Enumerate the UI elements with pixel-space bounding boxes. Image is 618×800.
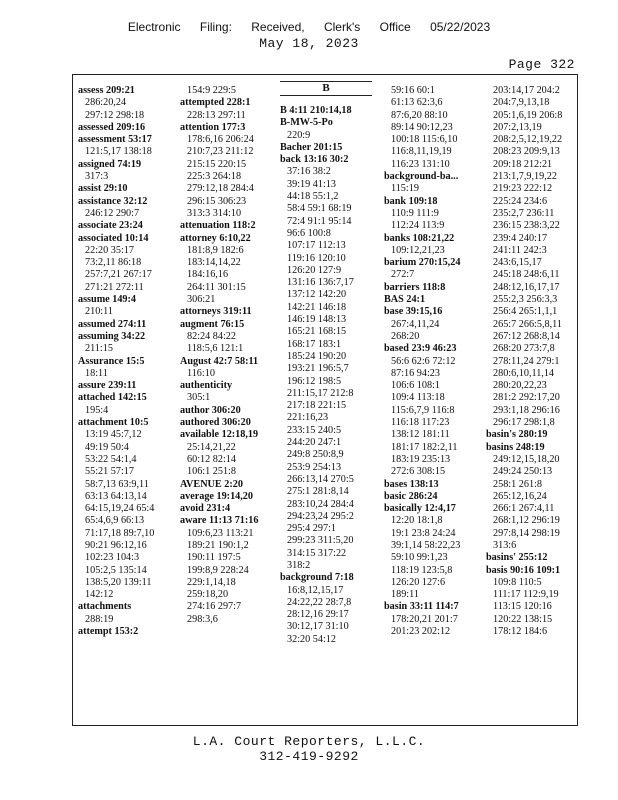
index-term: based 23:9 46:23 xyxy=(384,343,457,355)
index-line: 142:12 xyxy=(85,589,114,601)
index-line: 203:14,17 204:2 xyxy=(493,85,560,96)
index-line: 105:2,5 135:14 xyxy=(85,564,147,576)
index-line: 249:8 250:8,9 xyxy=(287,449,344,461)
index-line: 205:1,6,19 206:8 xyxy=(493,109,563,121)
index-line: 189:21 190:1,2 xyxy=(187,539,249,551)
index-line: 18:11 xyxy=(85,367,108,379)
index-column-3 xyxy=(280,105,376,646)
index-line: 248:12,16,17,17 xyxy=(493,281,560,293)
index-line: 25:14,21,22 xyxy=(187,441,236,453)
index-term: assigned 74:19 xyxy=(78,158,142,170)
index-line: 208:23 209:9,13 xyxy=(493,146,560,158)
index-column-2 xyxy=(180,85,276,626)
index-line: 82:24 84:22 xyxy=(187,330,236,342)
index-line: 208:2,5,12,19,22 xyxy=(493,134,563,146)
index-line: 112:24 113:9 xyxy=(391,220,445,232)
index-line: 268:20 xyxy=(391,330,420,342)
index-line: 288:19 xyxy=(85,613,114,625)
index-line: 297:12 298:18 xyxy=(85,109,145,121)
index-line: 236:15 238:3,22 xyxy=(493,220,560,232)
index-line: 281:2 292:17,20 xyxy=(493,392,560,404)
index-term: available 12:18,19 xyxy=(180,429,259,441)
footer-reporter: L.A. Court Reporters, L.L.C. xyxy=(192,734,426,749)
index-line: 313:3 314:10 xyxy=(187,207,242,219)
index-term: August 42:7 58:11 xyxy=(180,355,259,367)
index-line: 116:10 xyxy=(187,367,215,379)
index-term: bank 109:18 xyxy=(384,195,438,207)
index-line: 268:1,12 296:19 xyxy=(493,515,560,527)
index-line: 305:1 xyxy=(187,392,211,404)
index-line: 106:6 108:1 xyxy=(391,380,440,392)
index-line: 154:9 229:5 xyxy=(187,85,236,96)
index-term: associated 10:14 xyxy=(78,232,149,244)
index-line: 131:16 136:7,17 xyxy=(287,277,354,289)
index-term: assumed 274:11 xyxy=(78,318,147,330)
index-line: 118:19 123:5,8 xyxy=(391,564,453,576)
index-line: 56:6 62:6 72:12 xyxy=(391,355,456,367)
filing-stamp-part: Office xyxy=(379,20,411,34)
index-line: 220:9 xyxy=(287,129,311,141)
index-line: 258:1 261:8 xyxy=(493,478,542,490)
index-term: average 19:14,20 xyxy=(180,490,253,502)
index-line: 72:4 91:1 95:14 xyxy=(287,215,352,227)
index-term: basically 12:4,17 xyxy=(384,503,456,515)
index-line: 318:2 xyxy=(287,559,311,571)
index-line: 16:8,12,15,17 xyxy=(287,584,344,596)
index-line: 294:23,24 295:2 xyxy=(287,510,354,522)
index-term: aware 11:13 71:16 xyxy=(180,515,259,527)
index-term: background 7:18 xyxy=(280,572,354,584)
index-line: 87:6,20 88:10 xyxy=(391,109,448,121)
index-line: 58:7,13 63:9,11 xyxy=(85,478,149,490)
index-page-frame xyxy=(72,74,578,726)
index-term: attempted 228:1 xyxy=(180,97,251,109)
index-line: 243:6,15,17 xyxy=(493,257,542,269)
index-term: background-ba... xyxy=(384,171,459,183)
index-line: 183:19 235:13 xyxy=(391,453,451,465)
index-line: 195:4 xyxy=(85,404,109,416)
index-line: 24:22,22 28:7,8 xyxy=(287,596,352,608)
index-line: 233:15 240:5 xyxy=(287,424,342,436)
index-line: 109:6,23 113:21 xyxy=(187,527,254,539)
index-line: 44:18 55:1,2 xyxy=(287,191,339,203)
footer-phone: 312-419-9292 xyxy=(259,749,359,764)
index-line: 65:4,6,9 66:13 xyxy=(85,515,145,527)
index-line: 256:4 265:1,1,1 xyxy=(493,306,558,318)
index-line: 314:15 317:22 xyxy=(287,547,347,559)
index-term: B 4:11 210:14,18 xyxy=(280,105,352,116)
divider xyxy=(280,95,372,96)
index-line: 116:23 131:10 xyxy=(391,158,450,170)
index-line: 115:6,7,9 116:8 xyxy=(391,404,455,416)
index-line: 219:23 222:12 xyxy=(493,183,553,195)
index-line: 266:13,14 270:5 xyxy=(287,473,354,485)
index-line: 267:4,11,24 xyxy=(391,318,440,330)
index-line: 73:2,11 86:18 xyxy=(85,257,142,269)
index-term: author 306:20 xyxy=(180,404,241,416)
index-line: 115:19 xyxy=(391,183,419,195)
index-line: 264:11 301:15 xyxy=(187,281,246,293)
index-line: 178:12 184:6 xyxy=(493,626,548,638)
index-line: 61:13 62:3,6 xyxy=(391,97,443,109)
index-line: 279:12,18 284:4 xyxy=(187,183,254,195)
index-line: 229:1,14,18 xyxy=(187,576,236,588)
section-heading xyxy=(280,81,372,96)
index-line: 119:16 120:10 xyxy=(287,252,346,264)
index-line: 245:18 248:6,11 xyxy=(493,269,560,281)
index-line: 207:2,13,19 xyxy=(493,121,542,133)
index-term: assume 149:4 xyxy=(78,294,137,306)
index-term: authenticity xyxy=(180,380,233,392)
index-term: B-MW-5-Po xyxy=(280,117,333,129)
index-term: avoid 231:4 xyxy=(180,503,231,515)
filing-stamp xyxy=(0,20,618,34)
index-line: 241:11 242:3 xyxy=(493,244,547,256)
index-line: 53:22 54:1,4 xyxy=(85,453,137,465)
index-line: 280:20,22,23 xyxy=(493,380,547,392)
filing-stamp-part: Filing: xyxy=(199,20,232,34)
index-term: basin 33:11 114:7 xyxy=(384,601,459,613)
index-term: AVENUE 2:20 xyxy=(180,478,243,490)
index-line: 146:19 148:13 xyxy=(287,314,347,326)
index-line: 272:7 xyxy=(391,269,415,281)
index-line: 19:1 23:8 24:24 xyxy=(391,527,456,539)
index-term: attachments xyxy=(78,601,132,613)
index-line: 113:15 120:16 xyxy=(493,601,552,613)
index-line: 137:12 142:20 xyxy=(287,289,347,301)
index-line: 64:15,19,24 65:4 xyxy=(85,503,155,515)
index-line: 265:12,16,24 xyxy=(493,490,547,502)
index-line: 267:12 268:8,14 xyxy=(493,330,560,342)
index-line: 306:21 xyxy=(187,294,216,306)
index-term: attachment 10:5 xyxy=(78,417,149,429)
index-line: 249:24 250:13 xyxy=(493,466,553,478)
index-term: attenuation 118:2 xyxy=(180,220,256,232)
index-line: 185:24 190:20 xyxy=(287,350,347,362)
index-line: 138:5,20 139:11 xyxy=(85,576,152,588)
index-line: 32:20 54:12 xyxy=(287,633,336,645)
index-line: 142:21 146:18 xyxy=(287,301,347,313)
index-line: 201:23 202:12 xyxy=(391,626,451,638)
index-line: 217:18 221:15 xyxy=(287,400,347,412)
index-line: 274:16 297:7 xyxy=(187,601,242,613)
index-line: 296:15 306:23 xyxy=(187,195,247,207)
index-line: 58:4 59:1 68:19 xyxy=(287,203,352,215)
index-line: 121:5,17 138:18 xyxy=(85,146,152,158)
index-line: 221:16,23 xyxy=(287,412,329,424)
document-date: May 18, 2023 xyxy=(259,36,359,51)
index-line: 30:12,17 31:10 xyxy=(287,621,349,633)
index-term: attempt 153:2 xyxy=(78,626,139,638)
index-line: 295:4 297:1 xyxy=(287,523,336,535)
index-line: 106:1 251:8 xyxy=(187,466,236,478)
index-term: barium 270:15,24 xyxy=(384,257,461,269)
index-line: 111:17 112:9,19 xyxy=(493,589,559,601)
index-term: assess 209:21 xyxy=(78,85,135,96)
index-line: 278:11,24 279:1 xyxy=(493,355,560,367)
index-line: 181:17 182:2,11 xyxy=(391,441,458,453)
index-line: 55:21 57:17 xyxy=(85,466,134,478)
index-term: attorneys 319:11 xyxy=(180,306,252,318)
index-line: 249:12,15,18,20 xyxy=(493,453,560,465)
index-line: 257:7,21 267:17 xyxy=(85,269,152,281)
index-line: 138:12 181:11 xyxy=(391,429,450,441)
index-line: 102:23 104:3 xyxy=(85,552,140,564)
index-term: attention 177:3 xyxy=(180,121,246,133)
page-number: Page 322 xyxy=(508,57,575,72)
index-line: 22:20 35:17 xyxy=(85,244,134,256)
index-line: 28:12,16 29:17 xyxy=(287,609,349,621)
index-line: 13:19 45:7,12 xyxy=(85,429,142,441)
index-line: 235:2,7 236:11 xyxy=(493,207,555,219)
index-line: 193:21 196:5,7 xyxy=(287,363,349,375)
index-line: 265:7 266:5,8,11 xyxy=(493,318,562,330)
index-line: 268:20 273:7,8 xyxy=(493,343,555,355)
index-line: 96:6 100:8 xyxy=(287,227,331,239)
index-line: 37:16 38:2 xyxy=(287,166,331,178)
index-term: banks 108:21,22 xyxy=(384,232,455,244)
index-line: 204:7,9,13,18 xyxy=(493,97,550,109)
index-line: 189:11 xyxy=(391,589,419,601)
index-term: Bacher 201:15 xyxy=(280,141,343,153)
index-term: authored 306:20 xyxy=(180,417,251,429)
index-line: 196:12 198:5 xyxy=(287,375,342,387)
index-term: Assurance 15:5 xyxy=(78,355,145,367)
index-line: 275:1 281:8,14 xyxy=(287,486,349,498)
index-line: 116:8,11,19,19 xyxy=(391,146,452,158)
index-term: basin's 280:19 xyxy=(486,429,548,441)
index-term: augment 76:15 xyxy=(180,318,245,330)
index-term: attached 142:15 xyxy=(78,392,147,404)
index-line: 118:5,6 121:1 xyxy=(187,343,244,355)
index-line: 110:9 111:9 xyxy=(391,207,439,219)
index-line: 293:1,18 296:16 xyxy=(493,404,560,416)
index-line: 109:4 113:18 xyxy=(391,392,445,404)
index-line: 239:4 240:17 xyxy=(493,232,548,244)
index-line: 298:3,6 xyxy=(187,613,218,625)
index-line: 213:1,7,9,19,22 xyxy=(493,171,557,183)
index-line: 211:15 xyxy=(85,343,113,355)
index-line: 210:7,23 211:12 xyxy=(187,146,254,158)
index-line: 296:17 298:1,8 xyxy=(493,417,555,429)
index-term: assistance 32:12 xyxy=(78,195,148,207)
index-line: 317:3 xyxy=(85,171,109,183)
index-term: assessment 53:17 xyxy=(78,134,152,146)
index-line: 211:15,17 212:8 xyxy=(287,387,354,399)
index-column-4 xyxy=(384,85,480,638)
index-term: basins' 255:12 xyxy=(486,552,548,564)
index-line: 190:11 197:5 xyxy=(187,552,241,564)
index-term: basis 90:16 109:1 xyxy=(486,564,561,576)
index-line: 87:16 94:23 xyxy=(391,367,440,379)
index-line: 209:18 212:21 xyxy=(493,158,553,170)
index-line: 107:17 112:13 xyxy=(287,240,346,252)
index-term: attorney 6:10,22 xyxy=(180,232,251,244)
index-line: 297:8,14 298:19 xyxy=(493,527,560,539)
filing-stamp-part: Received, xyxy=(251,20,305,34)
index-line: 225:24 234:6 xyxy=(493,195,548,207)
index-line: 215:15 220:15 xyxy=(187,158,247,170)
index-line: 71:17,18 89:7,10 xyxy=(85,527,155,539)
index-line: 89:14 90:12,23 xyxy=(391,121,453,133)
index-line: 116:18 117:23 xyxy=(391,417,450,429)
index-line: 228:13 297:11 xyxy=(187,109,246,121)
index-line: 181:8,9 182:6 xyxy=(187,244,244,256)
index-line: 199:8,9 228:24 xyxy=(187,564,249,576)
index-term: assuming 34:22 xyxy=(78,330,146,342)
index-line: 225:3 264:18 xyxy=(187,171,242,183)
index-line: 313:6 xyxy=(493,539,517,551)
index-line: 246:12 290:7 xyxy=(85,207,140,219)
index-term: assessed 209:16 xyxy=(78,121,146,133)
index-line: 253:9 254:13 xyxy=(287,461,342,473)
index-line: 168:17 183:1 xyxy=(287,338,342,350)
index-line: 210:11 xyxy=(85,306,113,318)
index-line: 60:12 82:14 xyxy=(187,453,236,465)
index-term: basic 286:24 xyxy=(384,490,438,502)
index-line: 59:16 60:1 xyxy=(391,85,435,96)
index-term: basins 248:19 xyxy=(486,441,545,453)
index-line: 109:8 110:5 xyxy=(493,576,542,588)
index-term: BAS 24:1 xyxy=(384,294,426,306)
index-line: 183:14,14,22 xyxy=(187,257,241,269)
index-term: base 39:15,16 xyxy=(384,306,443,318)
index-line: 63:13 64:13,14 xyxy=(85,490,147,502)
index-term: assure 239:11 xyxy=(78,380,137,392)
index-term: back 13:16 30:2 xyxy=(280,154,349,166)
index-line: 178:20,21 201:7 xyxy=(391,613,458,625)
index-line: 271:21 272:11 xyxy=(85,281,144,293)
filing-stamp-part: Clerk's xyxy=(323,20,361,34)
index-line: 49:19 50:4 xyxy=(85,441,129,453)
index-line: 109:12,21,23 xyxy=(391,244,445,256)
index-column-5 xyxy=(486,85,582,638)
index-line: 120:22 138:15 xyxy=(493,613,553,625)
index-line: 39:1,14 58:22,23 xyxy=(391,539,461,551)
index-line: 178:6,16 206:24 xyxy=(187,134,254,146)
index-column-1 xyxy=(78,85,174,638)
index-line: 286:20,24 xyxy=(85,97,127,109)
section-letter: B xyxy=(322,82,330,94)
index-line: 59:10 99:1,23 xyxy=(391,552,448,564)
index-term: barriers 118:8 xyxy=(384,281,446,293)
index-term: associate 23:24 xyxy=(78,220,143,232)
index-line: 39:19 41:13 xyxy=(287,178,336,190)
index-line: 299:23 311:5,20 xyxy=(287,535,354,547)
index-line: 266:1 267:4,11 xyxy=(493,503,555,515)
index-term: assist 29:10 xyxy=(78,183,128,195)
index-line: 126:20 127:9 xyxy=(287,264,342,276)
index-line: 90:21 96:12,16 xyxy=(85,539,147,551)
index-line: 165:21 168:15 xyxy=(287,326,347,338)
filing-stamp-part: Electronic xyxy=(127,20,181,34)
index-line: 184:16,16 xyxy=(187,269,229,281)
index-line: 126:20 127:6 xyxy=(391,576,446,588)
index-line: 12:20 18:1,8 xyxy=(391,515,443,527)
index-line: 100:18 115:6,10 xyxy=(391,134,458,146)
index-line: 255:2,3 256:3,3 xyxy=(493,294,558,306)
index-line: 280:6,10,11,14 xyxy=(493,367,555,379)
index-term: bases 138:13 xyxy=(384,478,439,490)
filing-stamp-part: 05/22/2023 xyxy=(430,20,491,34)
index-line: 283:10,24 284:4 xyxy=(287,498,354,510)
index-line: 272:6 308:15 xyxy=(391,466,446,478)
index-line: 244:20 247:1 xyxy=(287,437,342,449)
index-line: 259:18,20 xyxy=(187,589,229,601)
